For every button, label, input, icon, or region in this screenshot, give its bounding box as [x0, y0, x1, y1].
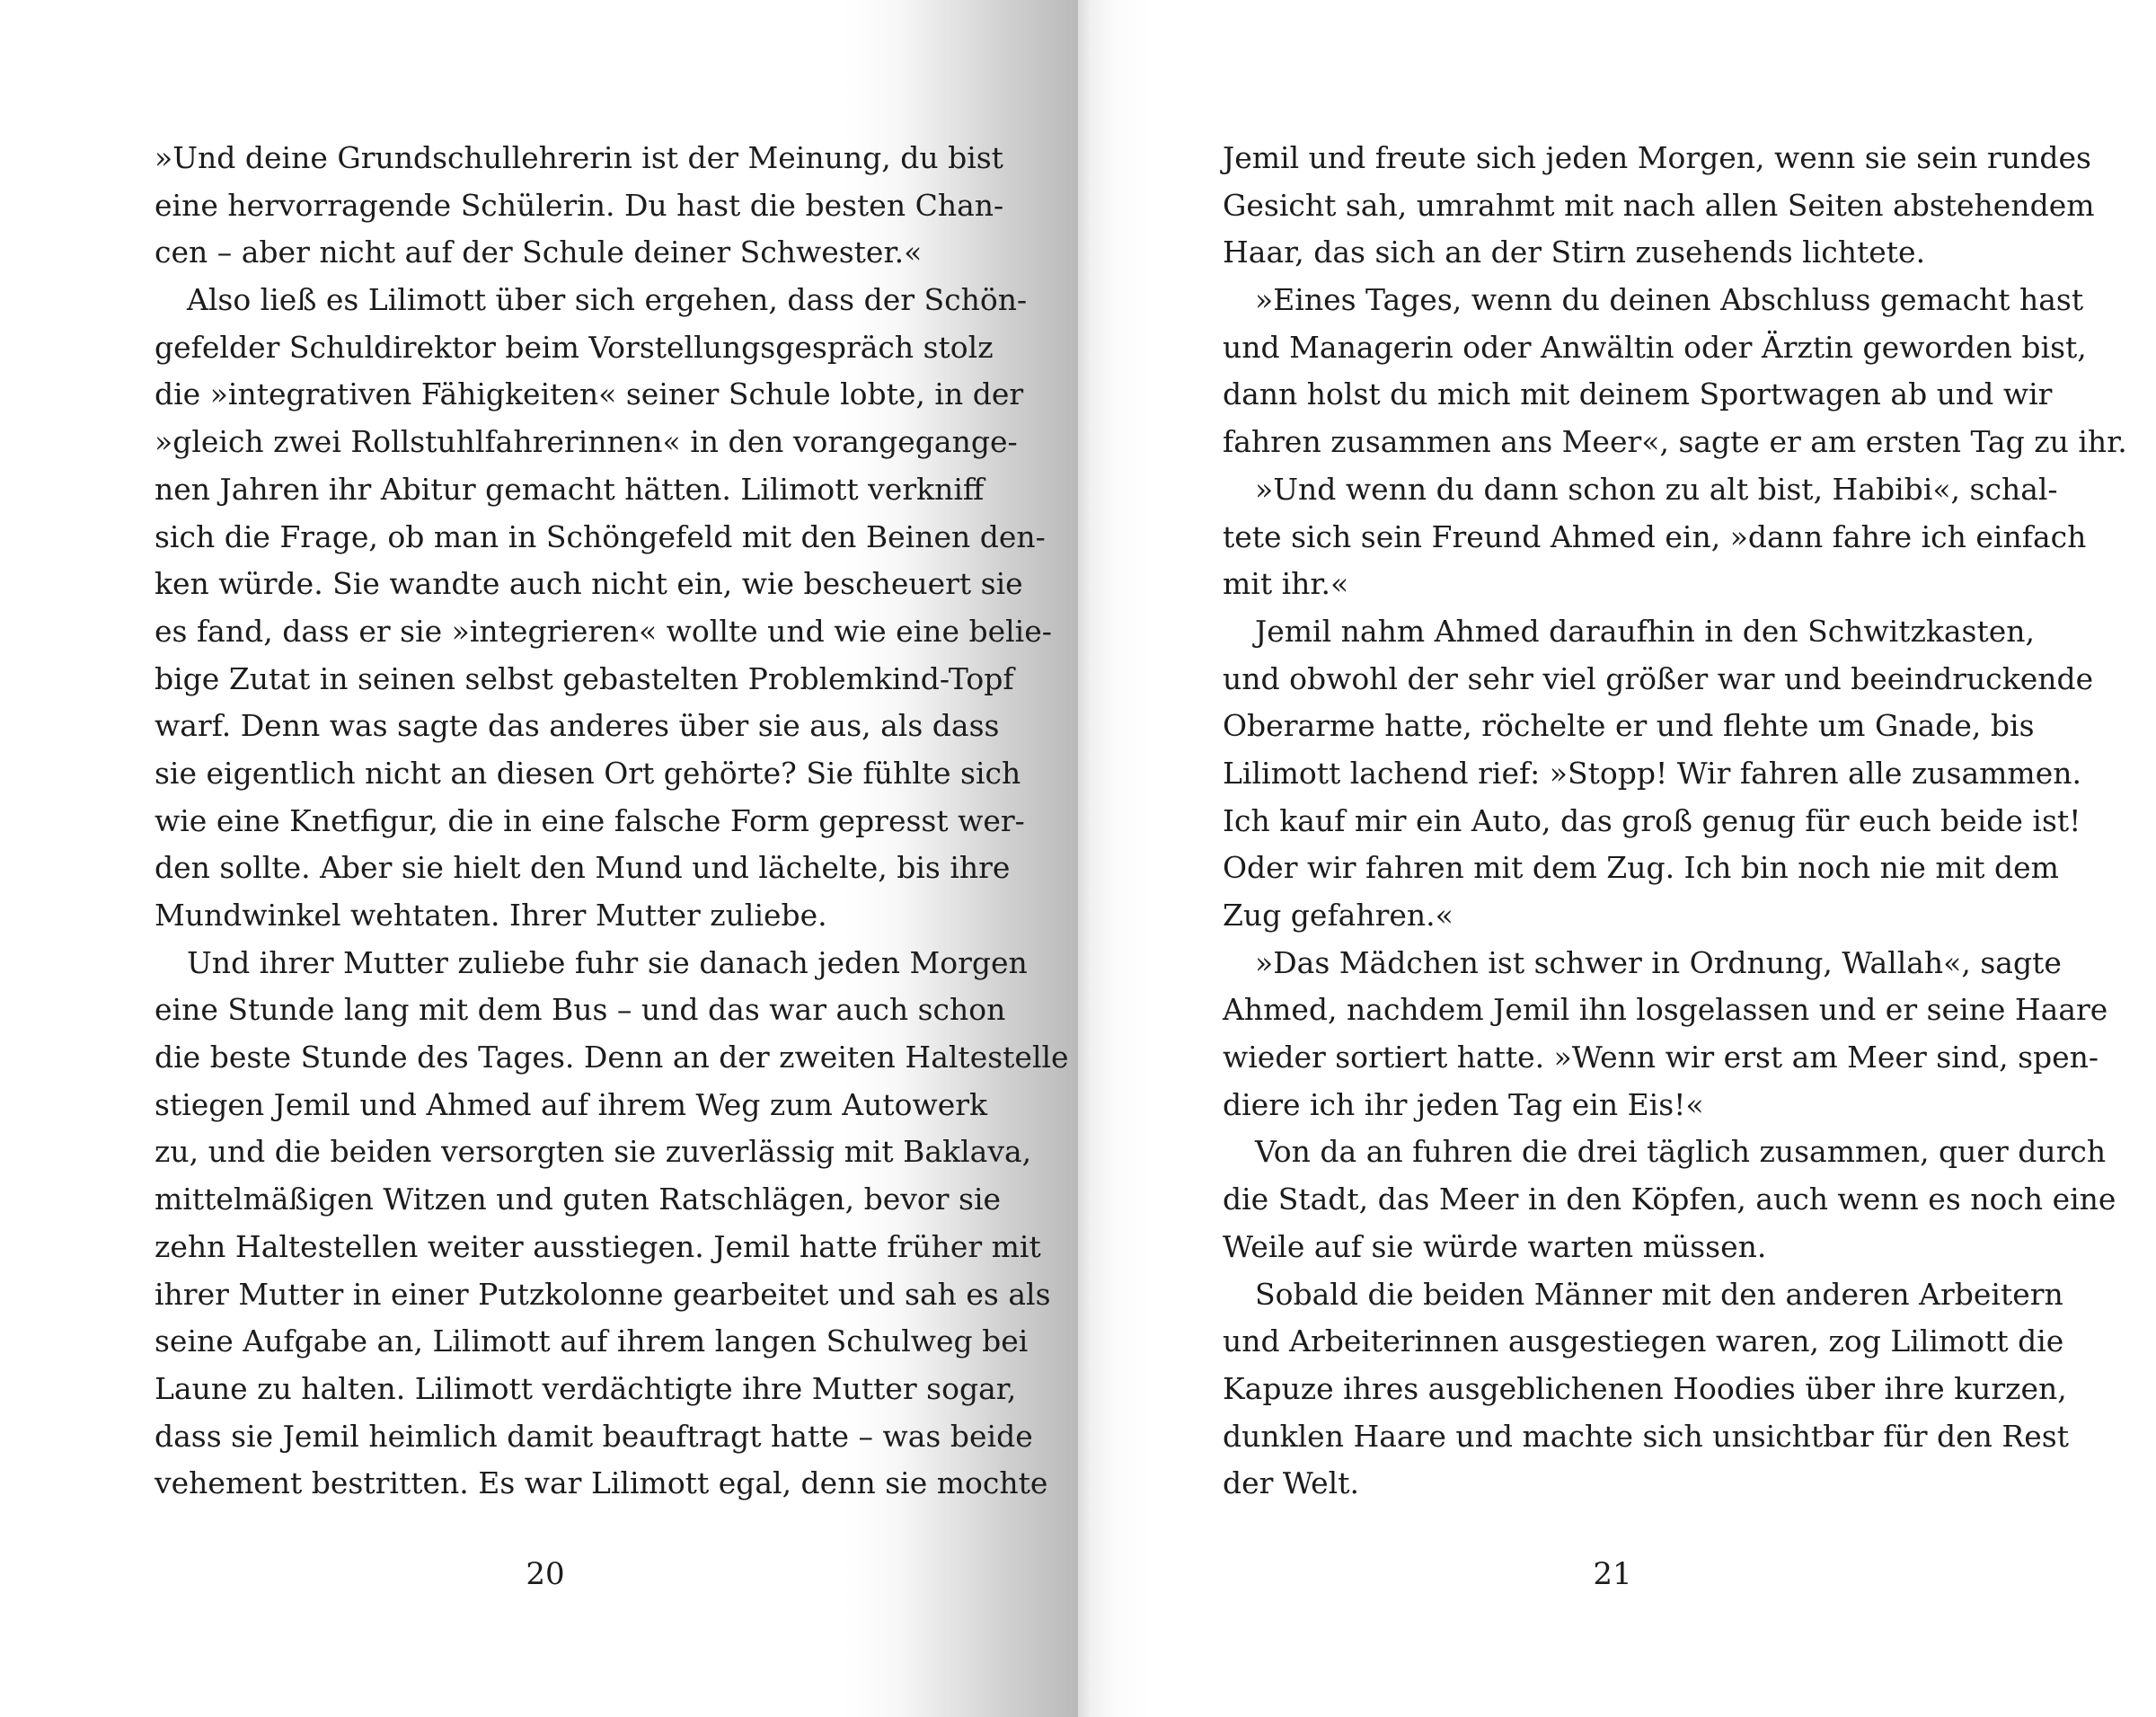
text-line: bige Zutat in seinen selbst gebastelten Problemkind-Topf: [155, 660, 1014, 696]
text-line: sie eigentlich nicht an diesen Ort gehörte? Sie fühlte sich: [155, 755, 1021, 791]
text-line: »Eines Tages, wenn du deinen Abschluss gemacht hast: [1255, 282, 2084, 318]
text-line: Mundwinkel wehtaten. Ihrer Mutter zuliebe.: [155, 898, 827, 933]
page-number: 21: [1593, 1556, 1632, 1592]
text-line: ken würde. Sie wandte auch nicht ein, wie bescheuert sie: [155, 566, 1023, 602]
text-line: Oberarme hatte, röchelte er und flehte um Gnade, bis: [1223, 708, 2035, 744]
text-line: Lilimott lachend rief: »Stopp! Wir fahren alle zusammen.: [1223, 755, 2081, 791]
text-line: stiegen Jemil und Ahmed auf ihrem Weg zum Autowerk: [155, 1086, 988, 1122]
text-line: Also ließ es Lilimott über sich ergehen, dass der Schön-: [187, 282, 1028, 318]
text-line: Laune zu halten. Lilimott verdächtigte ihre Mutter sogar,: [155, 1370, 1017, 1406]
text-line: tete sich sein Freund Ahmed ein, »dann fahre ich einfach: [1223, 518, 2087, 554]
text-line: Kapuze ihres ausgeblichenen Hoodies über ihre kurzen,: [1223, 1370, 2067, 1406]
text-line: gefelder Schuldirektor beim Vorstellungsgespräch stolz: [155, 329, 994, 365]
text-line: fahren zusammen ans Meer«, sagte er am ersten Tag zu ihr.: [1223, 424, 2127, 460]
text-line: mittelmäßigen Witzen und guten Ratschlägen, bevor sie: [155, 1182, 1002, 1217]
text-line: ihrer Mutter in einer Putzkolonne gearbeitet und sah es als: [155, 1276, 1051, 1312]
text-line: wie eine Knetfigur, die in eine falsche Form gepresst wer-: [155, 802, 1025, 838]
text-line: »Das Mädchen ist schwer in Ordnung, Wallah«, sagte: [1255, 944, 2062, 980]
text-line: zu, und die beiden versorgten sie zuverlässig mit Baklava,: [155, 1134, 1032, 1170]
text-line: und Arbeiterinnen ausgestiegen waren, zog Lilimott die: [1223, 1323, 2064, 1359]
text-line: »gleich zwei Rollstuhlfahrerinnen« in den vorangegange-: [155, 424, 1018, 460]
text-line: »Und deine Grundschullehrerin ist der Meinung, du bist: [155, 140, 1003, 175]
text-line: dann holst du mich mit deinem Sportwagen ab und wir: [1223, 376, 2053, 412]
text-line: Jemil nahm Ahmed daraufhin in den Schwitzkasten,: [1255, 613, 2036, 649]
text-line: eine hervorragende Schülerin. Du hast die besten Chan-: [155, 187, 1004, 223]
text-line: mit ihr.«: [1223, 566, 1349, 602]
text-line: Und ihrer Mutter zuliebe fuhr sie danach jeden Morgen: [187, 944, 1028, 980]
text-line: sich die Frage, ob man in Schöngefeld mit den Beinen den-: [155, 518, 1046, 554]
text-line: den sollte. Aber sie hielt den Mund und lächelte, bis ihre: [155, 850, 1011, 886]
text-line: dass sie Jemil heimlich damit beauftragt hatte – was beide: [155, 1418, 1033, 1454]
text-line: zehn Haltestellen weiter ausstiegen. Jemil hatte früher mit: [155, 1228, 1041, 1264]
text-line: warf. Denn was sagte das anderes über sie aus, als dass: [155, 708, 1000, 744]
text-line: cen – aber nicht auf der Schule deiner Schwester.«: [155, 235, 923, 270]
text-line: der Welt.: [1223, 1465, 1359, 1501]
text-line: und Managerin oder Anwältin oder Ärztin geworden bist,: [1223, 329, 2087, 365]
page-number: 20: [526, 1556, 565, 1592]
right-page: [1078, 0, 2156, 1717]
text-line: Jemil und freute sich jeden Morgen, wenn sie sein rundes: [1223, 140, 2091, 175]
text-line: seine Aufgabe an, Lilimott auf ihrem langen Schulweg bei: [155, 1323, 1029, 1359]
text-line: nen Jahren ihr Abitur gemacht hätten. Lilimott verkniff: [155, 471, 985, 507]
text-line: eine Stunde lang mit dem Bus – und das war auch schon: [155, 992, 1006, 1028]
text-line: Weile auf sie würde warten müssen.: [1223, 1228, 1767, 1264]
text-line: und obwohl der sehr viel größer war und beeindruckende: [1223, 660, 2094, 696]
text-line: Haar, das sich an der Stirn zusehends lichtete.: [1223, 235, 1926, 270]
text-line: vehement bestritten. Es war Lilimott egal, denn sie mochte: [155, 1465, 1048, 1501]
text-line: dunklen Haare und machte sich unsichtbar für den Rest: [1223, 1418, 2069, 1454]
text-line: wieder sortiert hatte. »Wenn wir erst am Meer sind, spen-: [1223, 1040, 2099, 1075]
text-line: Gesicht sah, umrahmt mit nach allen Seiten abstehendem: [1223, 187, 2095, 223]
text-line: es fand, dass er sie »integrieren« wollte und wie eine belie-: [155, 613, 1052, 649]
text-line: Oder wir fahren mit dem Zug. Ich bin noch nie mit dem: [1223, 850, 2059, 886]
text-line: diere ich ihr jeden Tag ein Eis!«: [1223, 1086, 1704, 1122]
text-line: »Und wenn du dann schon zu alt bist, Habibi«, schal-: [1255, 471, 2058, 507]
text-line: Sobald die beiden Männer mit den anderen Arbeitern: [1255, 1276, 2063, 1312]
text-line: Ahmed, nachdem Jemil ihn losgelassen und er seine Haare: [1223, 992, 2108, 1028]
text-line: die Stadt, das Meer in den Köpfen, auch wenn es noch eine: [1223, 1182, 2116, 1217]
text-line: Zug gefahren.«: [1223, 898, 1454, 933]
text-line: die beste Stunde des Tages. Denn an der zweiten Haltestelle: [155, 1040, 1069, 1075]
text-line: Von da an fuhren die drei täglich zusammen, quer durch: [1255, 1134, 2107, 1170]
text-line: Ich kauf mir ein Auto, das groß genug für euch beide ist!: [1223, 802, 2081, 838]
text-line: die »integrativen Fähigkeiten« seiner Schule lobte, in der: [155, 376, 1024, 412]
left-page-text: [155, 135, 1069, 1508]
right-page-text: [1223, 135, 2127, 1508]
